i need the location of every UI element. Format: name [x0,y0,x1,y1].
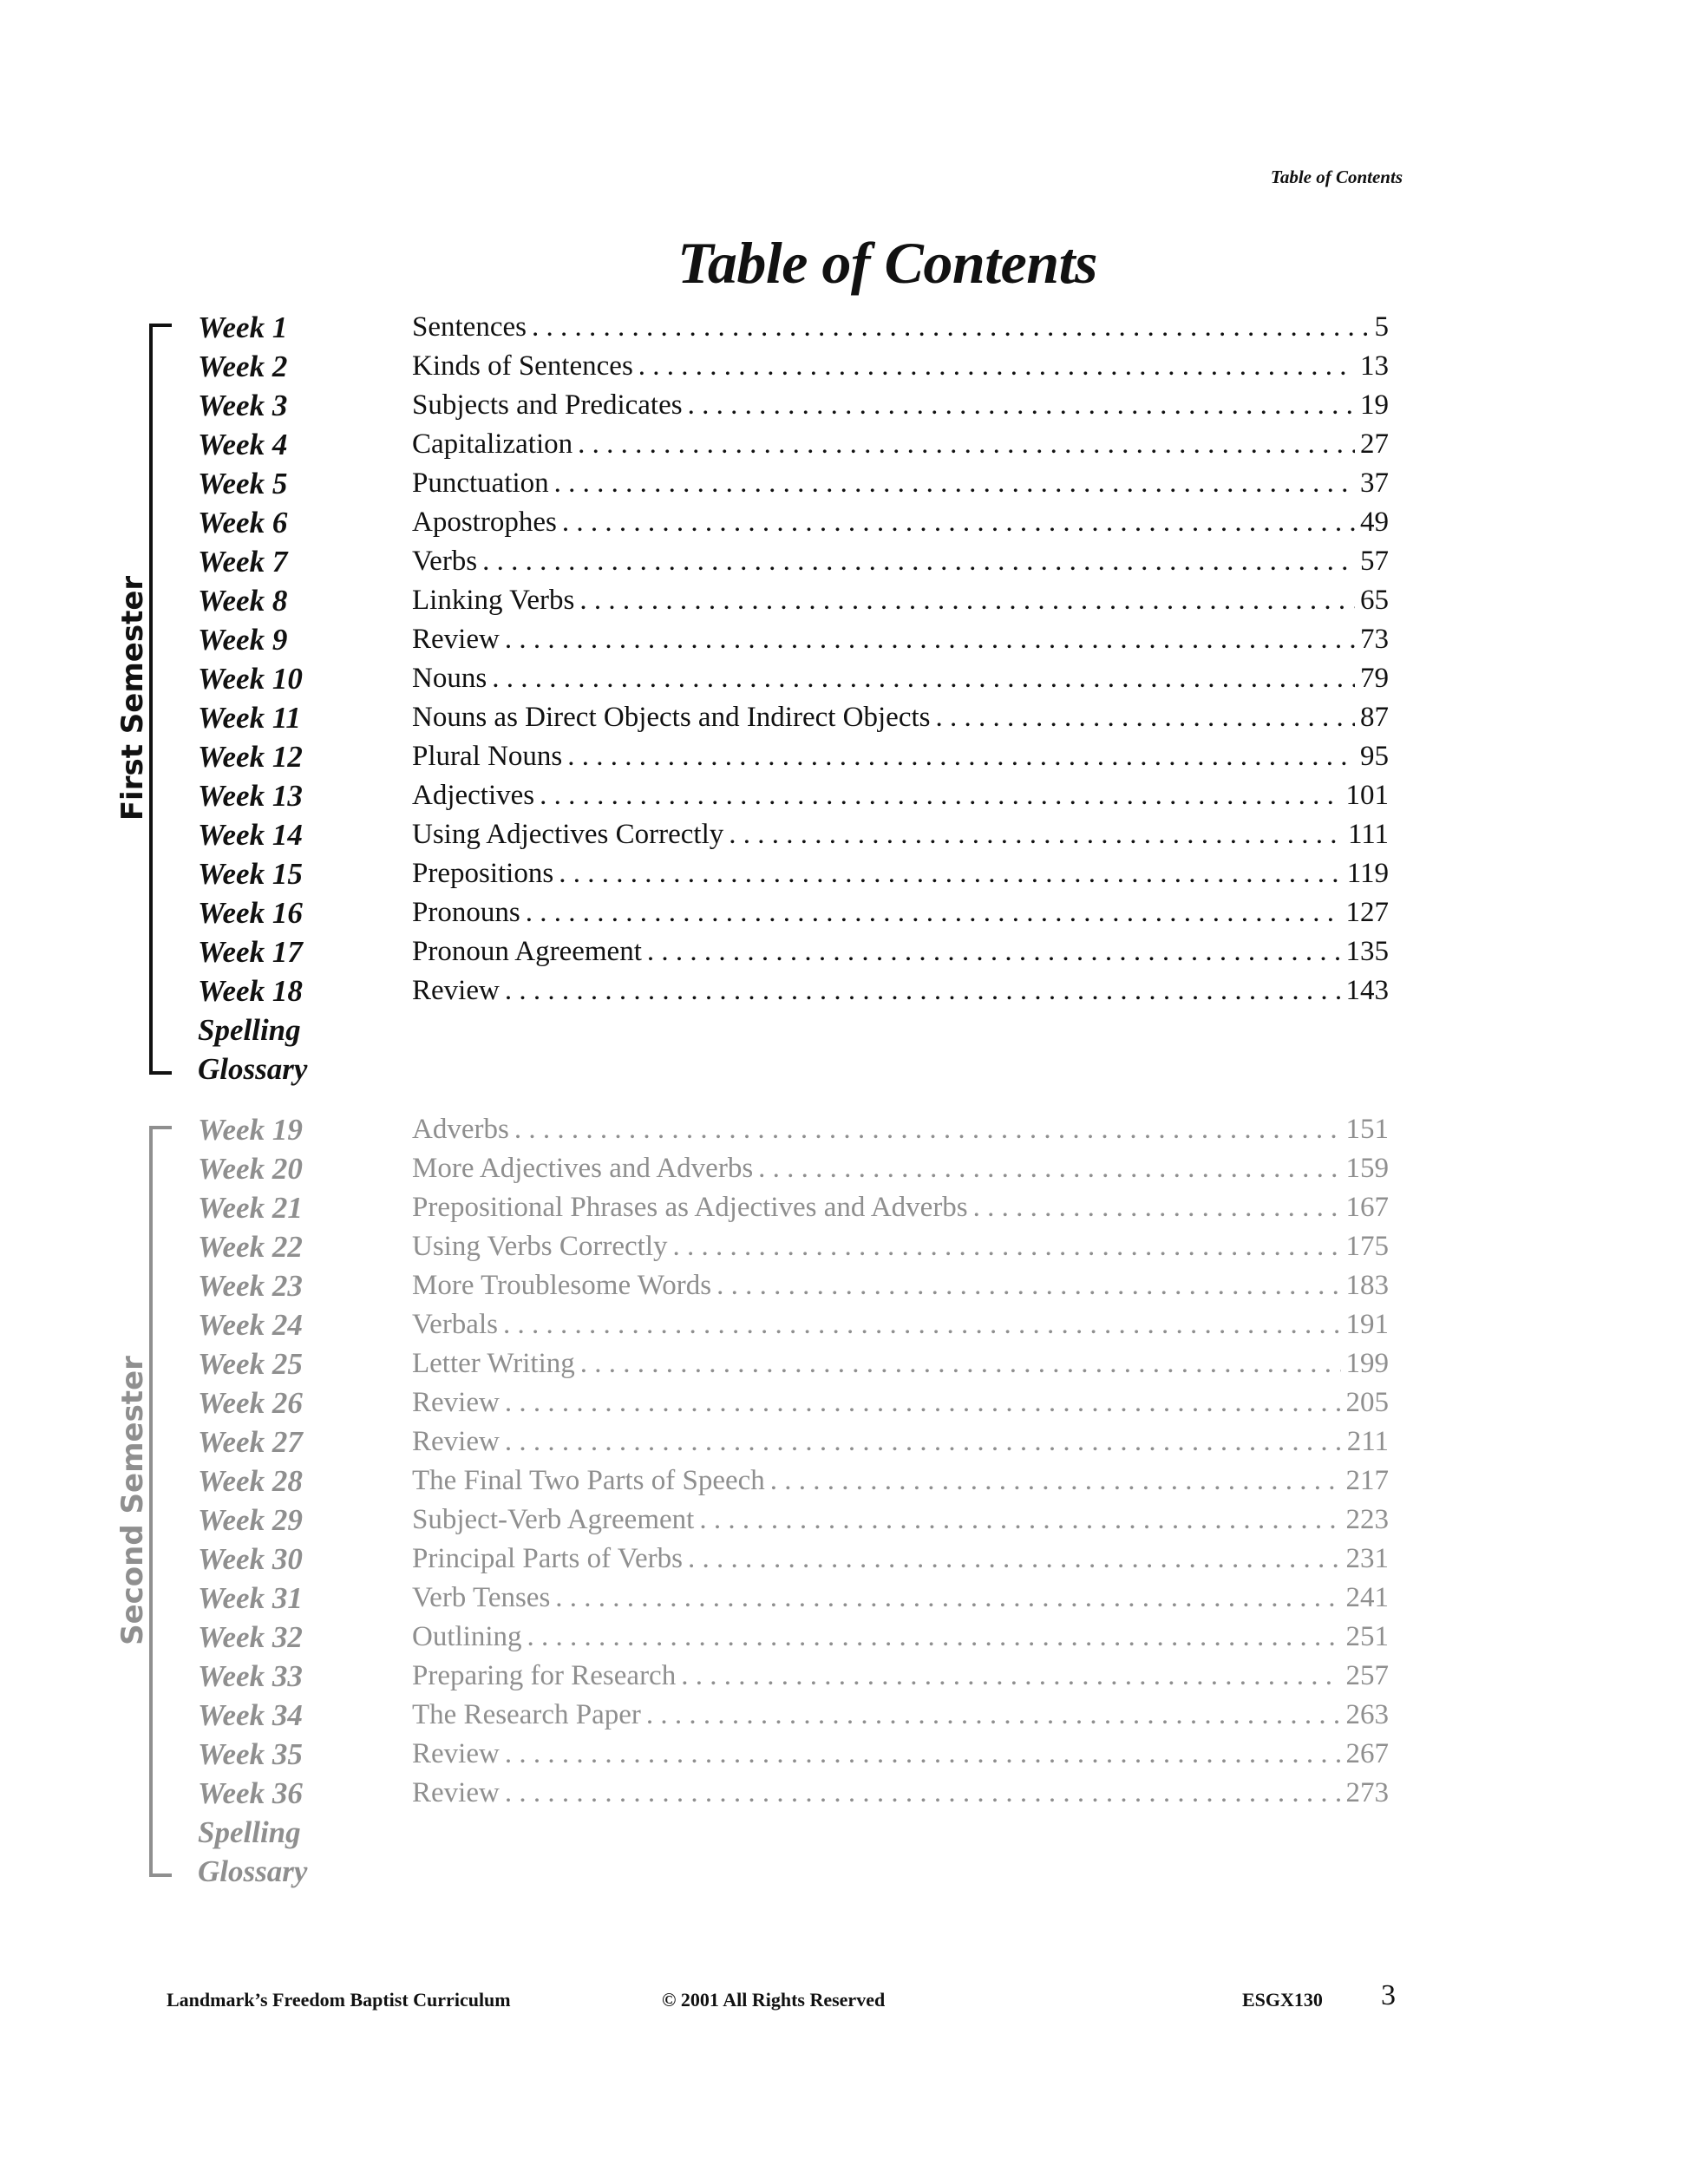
toc-entry [412,1344,1389,1383]
dot-leader [505,1422,1342,1461]
toc-entry-title: Prepositions [412,858,554,889]
dot-leader [554,464,1355,503]
toc-entry-title: Verb Tenses [412,1582,551,1613]
dot-leader [562,503,1355,542]
toc-entry-title: Sentences [412,311,527,343]
dot-leader [647,932,1341,971]
toc-entry-page: 263 [1345,1699,1389,1730]
week-label: Week 25 [198,1347,303,1381]
first-semester-entries [412,308,1389,1010]
toc-entry [412,1305,1389,1344]
running-head: Table of Contents [1270,167,1403,187]
toc-entry [412,1149,1389,1188]
toc-entry-title: Adverbs [412,1114,509,1145]
dot-leader [935,698,1355,737]
dot-leader [681,1657,1340,1696]
toc-entry [412,659,1389,698]
toc-entry-page: 127 [1345,897,1389,928]
toc-entry-title: Kinds of Sentences [412,350,633,382]
toc-entry [412,1461,1389,1501]
toc-entry-title: Pronoun Agreement [412,936,642,967]
toc-entry-title: Review [412,1426,500,1457]
toc-entry-page: 175 [1345,1231,1389,1262]
toc-entry [412,815,1389,854]
week-label: Week 22 [198,1230,303,1264]
footer-code: ESGX130 [1242,1989,1323,2011]
week-label: Week 8 [198,584,288,618]
toc-entry [412,1618,1389,1657]
week-label: Week 29 [198,1503,303,1537]
dot-leader [579,581,1355,620]
dot-leader [559,854,1342,893]
toc-entry [412,776,1389,815]
week-label: Week 11 [198,701,301,735]
week-label: Week 26 [198,1386,303,1420]
toc-entry-page: 241 [1345,1582,1389,1613]
toc-entry-title: Adjectives [412,780,535,811]
dot-leader [688,386,1355,425]
week-label: Week 30 [198,1542,303,1576]
toc-entry-title: Linking Verbs [412,585,575,616]
dot-leader [555,1579,1340,1618]
dot-leader [580,1344,1341,1383]
week-label: Week 18 [198,974,303,1008]
dot-leader [699,1501,1340,1540]
toc-entry-page: 19 [1360,389,1389,421]
dot-leader [505,971,1341,1010]
toc-entry-title: Letter Writing [412,1348,575,1379]
toc-entry-title: Preparing for Research [412,1660,677,1691]
toc-entry [412,620,1389,659]
toc-entry-title: Review [412,1387,500,1418]
week-label: Week 1 [198,311,288,344]
toc-entry-page: 27 [1360,428,1389,460]
toc-entry [412,1657,1389,1696]
toc-entry-page: 135 [1345,936,1389,967]
dot-leader [973,1188,1341,1227]
toc-entry-page: 167 [1345,1192,1389,1223]
toc-entry-page: 101 [1345,780,1389,811]
toc-entry-title: Review [412,1738,500,1769]
toc-entry [412,1579,1389,1618]
toc-entry-page: 251 [1345,1621,1389,1652]
toc-entry-page: 57 [1360,546,1389,577]
week-label: Week 27 [198,1425,303,1459]
toc-entry-page: 151 [1345,1114,1389,1145]
second-semester-entries [412,1110,1389,1813]
toc-entry [412,308,1389,347]
toc-entry [412,737,1389,776]
dot-leader [503,1305,1341,1344]
week-label: Week 35 [198,1737,303,1771]
toc-entry-page: 199 [1345,1348,1389,1379]
dot-leader [482,542,1355,581]
toc-entry-page: 65 [1360,585,1389,616]
toc-entry [412,854,1389,893]
toc-entry-page: 13 [1360,350,1389,382]
week-label: Week 12 [198,740,303,774]
dot-leader [505,1774,1341,1813]
toc-entry [412,1188,1389,1227]
toc-entry-page: 95 [1360,741,1389,772]
dot-leader [758,1149,1340,1188]
toc-entry-page: 5 [1374,311,1389,343]
dot-leader [716,1266,1340,1305]
toc-entry-title: Capitalization [412,428,573,460]
toc-entry-title: Subjects and Predicates [412,389,683,421]
week-label: Week 31 [198,1581,303,1615]
toc-entry [412,1540,1389,1579]
week-label: Week 16 [198,896,303,930]
dot-leader [526,893,1341,932]
second-semester-bracket [149,1126,172,1877]
week-label: Week 3 [198,389,288,422]
dot-leader [527,1618,1341,1657]
page-number: 3 [1381,1979,1396,2011]
toc-entry-title: Review [412,975,500,1006]
first-semester-bracket [149,324,172,1075]
dot-leader [514,1110,1341,1149]
toc-entry [412,464,1389,503]
toc-entry-page: 211 [1346,1426,1389,1457]
toc-entry-page: 257 [1345,1660,1389,1691]
toc-entry-page: 273 [1345,1777,1389,1808]
week-label: Week 33 [198,1659,303,1693]
dot-leader [638,347,1355,386]
glossary-label: Glossary [198,1854,308,1888]
week-label: Week 23 [198,1269,303,1303]
week-label: Week 4 [198,428,288,461]
toc-entry-page: 49 [1360,507,1389,538]
toc-entry-title: Using Adjectives Correctly [412,819,724,850]
toc-entry-title: Outlining [412,1621,522,1652]
toc-entry-title: Prepositional Phrases as Adjectives and Adverbs [412,1192,968,1223]
week-label: Week 9 [198,623,288,657]
toc-entry-title: Nouns [412,663,487,694]
dot-leader [505,1735,1341,1774]
toc-entry [412,971,1389,1010]
toc-entry-title: Apostrophes [412,507,557,538]
toc-entry-page: 119 [1346,858,1389,889]
week-label: Week 13 [198,779,303,813]
week-label: Week 15 [198,857,303,891]
first-semester-weeks [198,308,307,1089]
toc-entry-title: Plural Nouns [412,741,563,772]
page-title: Table of Contents [677,230,1097,296]
glossary-label: Glossary [198,1052,308,1086]
toc-entry-title: More Adjectives and Adverbs [412,1153,754,1184]
spelling-label: Spelling [198,1013,301,1047]
week-label: Week 14 [198,818,303,852]
toc-entry [412,503,1389,542]
week-label: Week 34 [198,1698,303,1732]
toc-entry [412,1383,1389,1422]
footer-publisher: Landmark’s Freedom Baptist Curriculum [167,1989,511,2011]
week-label: Week 6 [198,506,288,539]
dot-leader [505,1383,1341,1422]
toc-entry-page: 217 [1345,1465,1389,1496]
toc-entry [412,698,1389,737]
dot-leader [673,1227,1341,1266]
week-label: Week 5 [198,467,288,500]
toc-entry-page: 267 [1345,1738,1389,1769]
toc-entry-page: 183 [1345,1270,1389,1301]
toc-entry [412,425,1389,464]
dot-leader [646,1696,1341,1735]
toc-entry-title: Subject-Verb Agreement [412,1504,695,1535]
toc-entry [412,1774,1389,1813]
second-semester-label: Second Semester [115,1356,150,1645]
toc-entry [412,1735,1389,1774]
week-label: Week 2 [198,350,288,383]
toc-entry [412,1227,1389,1266]
toc-entry-title: Verbs [412,546,478,577]
dot-leader [532,308,1370,347]
toc-entry-title: Punctuation [412,468,549,499]
toc-entry-title: The Final Two Parts of Speech [412,1465,765,1496]
week-label: Week 7 [198,545,288,579]
toc-entry [412,1422,1389,1461]
toc-entry [412,1266,1389,1305]
toc-entry-title: More Troublesome Words [412,1270,712,1301]
dot-leader [505,620,1355,659]
spelling-label: Spelling [198,1815,301,1849]
toc-entry-page: 87 [1360,702,1389,733]
dot-leader [729,815,1343,854]
toc-entry-title: The Research Paper [412,1699,641,1730]
week-label: Week 28 [198,1464,303,1498]
toc-entry-page: 223 [1345,1504,1389,1535]
dot-leader [578,425,1355,464]
toc-entry-title: Pronouns [412,897,520,928]
toc-entry-page: 159 [1345,1153,1389,1184]
week-label: Week 24 [198,1308,303,1342]
dot-leader [688,1540,1341,1579]
toc-entry-page: 205 [1345,1387,1389,1418]
dot-leader [540,776,1340,815]
first-semester-label: First Semester [115,575,150,821]
toc-entry-page: 111 [1347,819,1389,850]
toc-entry [412,1110,1389,1149]
week-label: Week 21 [198,1191,303,1225]
toc-entry-page: 79 [1360,663,1389,694]
toc-entry [412,542,1389,581]
week-label: Week 17 [198,935,303,969]
toc-entry-title: Review [412,1777,500,1808]
second-semester-weeks [198,1110,307,1891]
week-label: Week 19 [198,1113,303,1147]
week-label: Week 32 [198,1620,303,1654]
toc-entry [412,932,1389,971]
toc-entry [412,1501,1389,1540]
toc-entry [412,347,1389,386]
footer-copyright: © 2001 All Rights Reserved [662,1989,886,2011]
toc-entry-title: Using Verbs Correctly [412,1231,668,1262]
dot-leader [567,737,1355,776]
dot-leader [770,1461,1341,1501]
toc-entry-title: Review [412,624,500,655]
toc-entry [412,1696,1389,1735]
toc-entry [412,893,1389,932]
week-label: Week 36 [198,1776,303,1810]
week-label: Week 10 [198,662,303,696]
toc-entry-title: Principal Parts of Verbs [412,1543,683,1574]
toc-entry [412,386,1389,425]
toc-entry-page: 231 [1345,1543,1389,1574]
toc-entry-page: 191 [1345,1309,1389,1340]
dot-leader [492,659,1355,698]
toc-entry-title: Verbals [412,1309,498,1340]
toc-entry-page: 73 [1360,624,1389,655]
toc-entry [412,581,1389,620]
week-label: Week 20 [198,1152,303,1186]
toc-entry-page: 37 [1360,468,1389,499]
toc-entry-title: Nouns as Direct Objects and Indirect Objects [412,702,931,733]
toc-entry-page: 143 [1345,975,1389,1006]
